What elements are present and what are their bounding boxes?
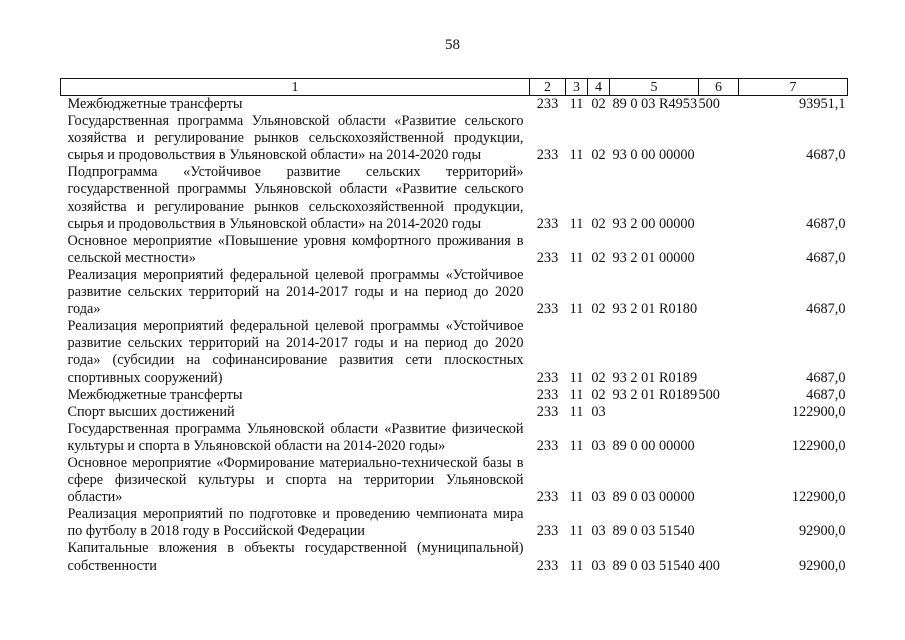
- row-cs-code: 93 2 01 R0189: [612, 369, 698, 386]
- row-vr-code: [699, 164, 739, 232]
- table-row: [61, 164, 848, 232]
- row-gr-code: 233: [536, 557, 559, 574]
- row-name: Капитальные вложения в объекты государственной (муниципальной) собственности: [67, 540, 524, 574]
- row-rz-code: 11: [569, 557, 584, 574]
- row-vr-code: [699, 404, 739, 421]
- row-amount: 4687,0: [806, 386, 846, 403]
- row-name: Спорт высших достижений: [67, 403, 235, 420]
- table-row: [61, 506, 848, 540]
- table-row: [61, 318, 848, 386]
- table-row: [61, 421, 848, 455]
- row-rz-code: 11: [569, 386, 584, 403]
- table-row: [61, 267, 848, 318]
- header-col-5: 5: [610, 79, 699, 96]
- row-gr-code: 233: [536, 249, 559, 266]
- row-rz-code: 11: [569, 96, 584, 112]
- row-cs-code: [610, 404, 699, 421]
- row-vr-code: 500: [698, 96, 720, 112]
- row-name: Государственная программа Ульяновской области «Развитие сельского хозяйства и регулирование рынков сельскохозяйственной продукции, сырья и продовольствия в Ульяновской области» на 2014-2020 годы: [67, 113, 524, 164]
- row-rz-code: 11: [569, 489, 584, 506]
- row-name: Реализация мероприятий по подготовке и проведению чемпионата мира по футболу в 2018 году в Российской Федерации: [67, 506, 524, 540]
- row-pr-code: 02: [591, 249, 606, 266]
- table-header: [61, 79, 848, 96]
- row-name: Реализация мероприятий федеральной целевой программы «Устойчивое развитие сельских территорий на 2014-2017 годы и на период до 2020 года» (субсидии на софинансирование развития сети плоскостных спортивных сооружений): [67, 318, 524, 386]
- header-col-2: 2: [530, 79, 566, 96]
- row-pr-code: 03: [591, 403, 606, 420]
- row-cs-code: 93 2 01 R0180: [612, 301, 698, 318]
- row-pr-code: 02: [591, 147, 606, 164]
- row-amount: 4687,0: [806, 215, 846, 232]
- table-row: [61, 113, 848, 164]
- table-row: [61, 387, 848, 404]
- row-vr-code: [699, 233, 739, 267]
- row-cs-code: 93 2 00 00000: [612, 215, 695, 232]
- row-amount: 122900,0: [791, 437, 846, 454]
- header-col-3: 3: [566, 79, 588, 96]
- row-pr-code: 02: [591, 215, 606, 232]
- row-pr-code: 02: [591, 386, 606, 403]
- header-col-7: 7: [739, 79, 848, 96]
- row-amount: 4687,0: [806, 301, 846, 318]
- row-gr-code: 233: [536, 523, 559, 540]
- table-row: [61, 455, 848, 506]
- row-cs-code: 89 0 03 00000: [612, 489, 695, 506]
- header-col-6: 6: [699, 79, 739, 96]
- row-amount: 122900,0: [791, 489, 846, 506]
- row-rz-code: 11: [569, 523, 584, 540]
- row-gr-code: 233: [536, 489, 559, 506]
- row-vr-code: [699, 318, 739, 386]
- row-vr-code: [699, 421, 739, 455]
- row-vr-code: 500: [698, 386, 720, 403]
- row-rz-code: 11: [569, 437, 584, 454]
- row-amount: 122900,0: [791, 403, 846, 420]
- row-vr-code: [699, 113, 739, 164]
- row-amount: 92900,0: [799, 523, 846, 540]
- row-name: Подпрограмма «Устойчивое развитие сельских территорий» государственной программы Ульяновской области «Развитие сельского хозяйства и регулирование рынков сельскохозяйственной продукции, сырья и продовольствия в Ульяновской области» на 2014-2020 годы: [67, 164, 524, 232]
- row-gr-code: 233: [536, 437, 559, 454]
- row-amount: 93951,1: [799, 96, 846, 112]
- row-pr-code: 02: [591, 369, 606, 386]
- row-pr-code: 03: [591, 489, 606, 506]
- row-name: Основное мероприятие «Повышение уровня комфортного проживания в сельской местности»: [67, 232, 524, 266]
- table-row: [61, 233, 848, 267]
- row-amount: 4687,0: [806, 147, 846, 164]
- row-name: Основное мероприятие «Формирование материально-технической базы в сфере физической культуры и спорта на территории Ульяновской области»: [67, 454, 524, 506]
- row-rz-code: 11: [569, 215, 584, 232]
- row-amount: 92900,0: [799, 557, 846, 574]
- row-gr-code: 233: [536, 96, 559, 112]
- table-row: [61, 96, 848, 114]
- row-gr-code: 233: [536, 301, 559, 318]
- row-gr-code: 233: [536, 147, 559, 164]
- row-pr-code: 03: [591, 437, 606, 454]
- row-cs-code: 89 0 00 00000: [612, 437, 695, 454]
- row-name: Государственная программа Ульяновской области «Развитие физической культуры и спорта в Ульяновской области на 2014-2020 годы»: [67, 420, 524, 454]
- header-col-4: 4: [588, 79, 610, 96]
- row-rz-code: 11: [569, 301, 584, 318]
- row-amount: 4687,0: [806, 249, 846, 266]
- row-gr-code: 233: [536, 386, 559, 403]
- row-vr-code: [699, 506, 739, 540]
- row-cs-code: 93 2 01 R0189: [612, 386, 698, 403]
- row-pr-code: 03: [591, 557, 606, 574]
- row-rz-code: 11: [569, 147, 584, 164]
- row-vr-code: 400: [698, 557, 720, 574]
- row-name: Межбюджетные трансферты: [67, 386, 243, 403]
- row-cs-code: 93 2 01 00000: [612, 249, 695, 266]
- row-gr-code: 233: [536, 215, 559, 232]
- row-pr-code: 02: [591, 96, 606, 112]
- budget-table: [60, 78, 848, 575]
- row-vr-code: [699, 455, 739, 506]
- page-number: 58: [445, 37, 460, 53]
- row-rz-code: 11: [569, 369, 584, 386]
- table-body: [61, 96, 848, 575]
- row-name: Реализация мероприятий федеральной целевой программы «Устойчивое развитие сельских территорий на 2014-2017 годы и на период до 2020 года»: [67, 266, 524, 318]
- header-col-1: 1: [61, 79, 530, 96]
- row-cs-code: 93 0 00 00000: [612, 147, 695, 164]
- row-cs-code: 89 0 03 51540: [612, 557, 695, 574]
- row-cs-code: 89 0 03 51540: [612, 523, 695, 540]
- row-gr-code: 233: [536, 403, 559, 420]
- row-pr-code: 03: [591, 523, 606, 540]
- table-row: [61, 540, 848, 574]
- row-name: Межбюджетные трансферты: [67, 96, 243, 112]
- row-pr-code: 02: [591, 301, 606, 318]
- header-row: [61, 79, 848, 96]
- row-rz-code: 11: [569, 403, 584, 420]
- row-amount: 4687,0: [806, 369, 846, 386]
- table-row: [61, 404, 848, 421]
- row-rz-code: 11: [569, 249, 584, 266]
- row-cs-code: 89 0 03 R4953: [612, 96, 698, 112]
- row-gr-code: 233: [536, 369, 559, 386]
- row-vr-code: [699, 267, 739, 318]
